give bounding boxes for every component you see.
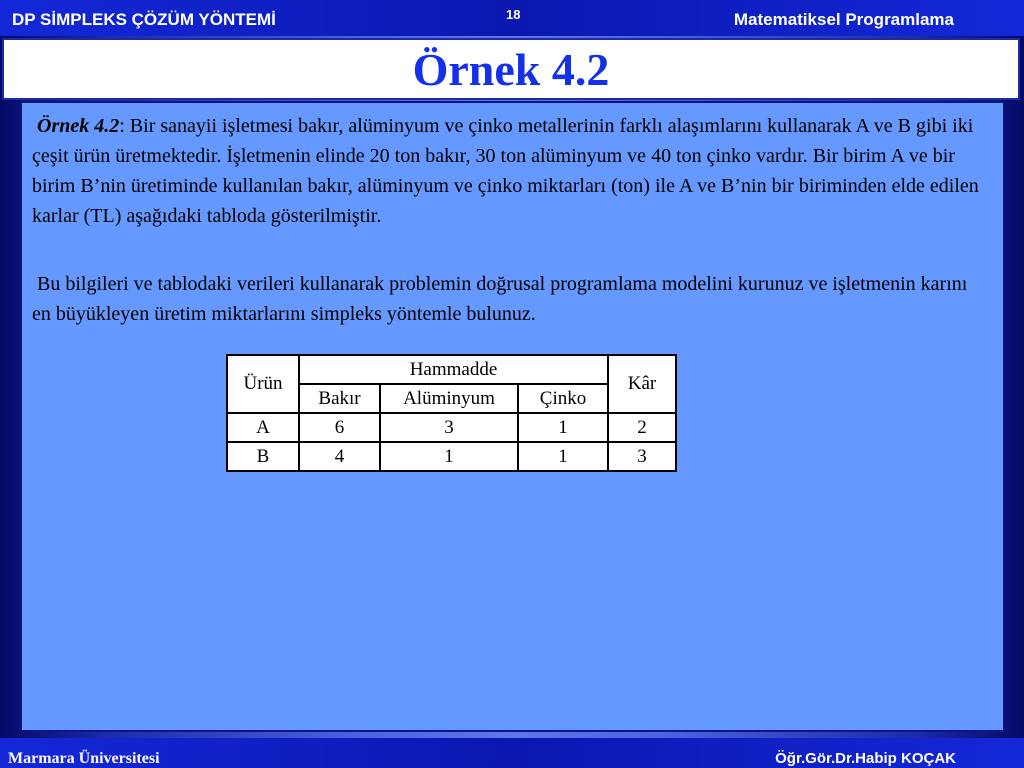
title-box — [2, 38, 1020, 100]
header-product: Ürün — [227, 355, 299, 413]
footer-university: Marmara Üniversitesi — [8, 750, 160, 767]
content-panel — [20, 101, 1005, 732]
slide-title: Örnek 4.2 — [412, 44, 610, 95]
cell-zinc: 1 — [518, 442, 608, 471]
footer-author: Öğr.Gör.Dr.Habip KOÇAK — [775, 750, 956, 767]
header-topic: DP SİMPLEKS ÇÖZÜM YÖNTEMİ — [12, 10, 276, 29]
cell-aluminum: 1 — [380, 442, 518, 471]
cell-product: A — [227, 413, 299, 442]
example-label: Örnek 4.2 — [37, 115, 120, 137]
cell-product: B — [227, 442, 299, 471]
cell-copper: 6 — [299, 413, 380, 442]
cell-profit: 3 — [608, 442, 676, 471]
table-row — [227, 442, 676, 471]
instruction-paragraph: Bu bilgileri ve tablodaki verileri kullanarak problemin doğrusal programlama modelini kurunuz ve işletmenin karını en büyükleyen üretim miktarlarını simpleks yöntemle bulunuz. — [32, 273, 968, 325]
table-row — [227, 413, 676, 442]
raw-material-table — [226, 354, 677, 472]
cell-zinc: 1 — [518, 413, 608, 442]
slide-number: 18 — [506, 7, 521, 22]
cell-profit: 2 — [608, 413, 676, 442]
table-header-row — [227, 355, 676, 384]
header-copper: Bakır — [299, 384, 380, 413]
header-bar — [0, 0, 1024, 36]
footer-bar — [0, 738, 1024, 768]
header-profit: Kâr — [608, 355, 676, 413]
header-zinc: Çinko — [518, 384, 608, 413]
header-course: Matematiksel Programlama — [733, 10, 954, 29]
problem-paragraph — [32, 111, 982, 231]
cell-aluminum: 3 — [380, 413, 518, 442]
problem-text: : Bir sanayii işletmesi bakır, alüminyum ve çinko metallerinin farklı alaşımlarını kullanarak A ve B gibi iki çeşit ürün üretmektedir. İşletmenin elinde 20 ton bakır, 30 ton alüminyum ve 40 ton çinko vardır. Bir birim A ve bir birim B’nin üretiminde kullanılan bakır, alüminyum ve çinko miktarları (ton) ile A ve B’nin bir biriminden elde edilen karlar (TL) aşağıdaki tabloda gösterilmiştir. — [32, 115, 979, 227]
header-raw-material: Hammadde — [299, 355, 608, 384]
header-aluminum: Alüminyum — [380, 384, 518, 413]
cell-copper: 4 — [299, 442, 380, 471]
